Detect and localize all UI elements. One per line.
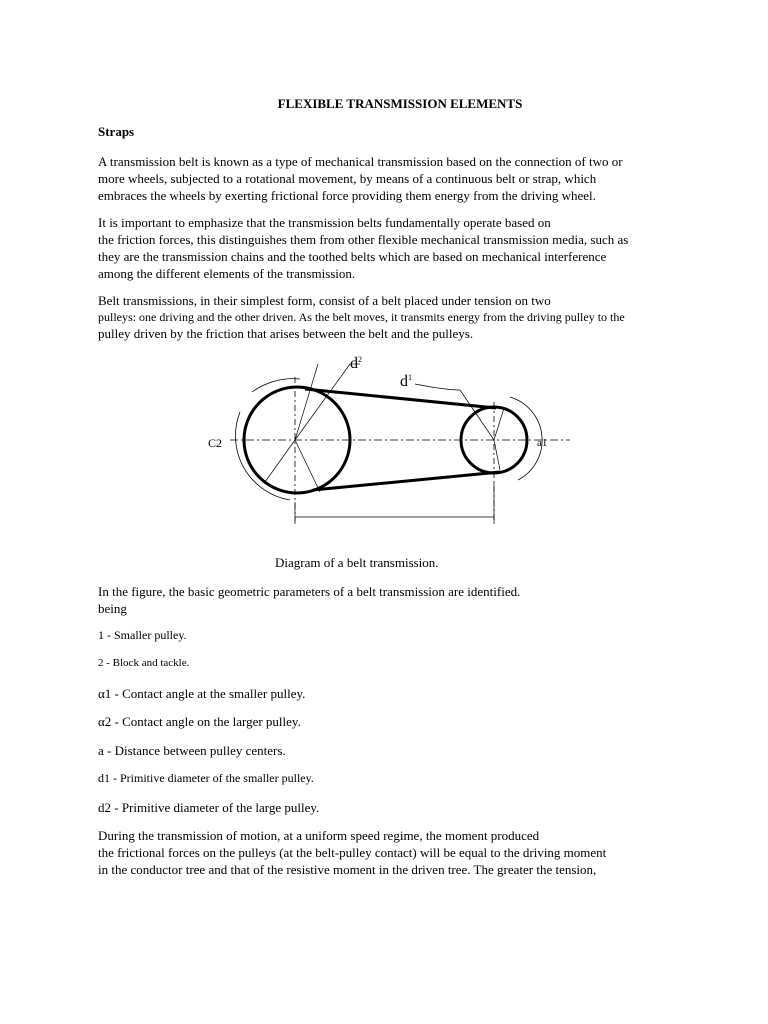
list-item: α2 - Contact angle on the larger pulley.: [98, 714, 301, 729]
label-d2: $d^2$: [350, 355, 362, 372]
paragraph-figure-description: [98, 583, 520, 617]
list-item: 1 - Smaller pulley.: [98, 628, 187, 642]
radial-line: [295, 440, 320, 492]
paragraph-line: among the different elements of the transmission.: [98, 266, 356, 281]
paragraph-friction: [98, 214, 628, 282]
paragraph-simplest-form: [98, 292, 625, 342]
belt-lower: [313, 472, 500, 490]
belt-upper: [305, 389, 496, 408]
radial-line: [494, 440, 500, 470]
list-item: d2 - Primitive diameter of the large pulley.: [98, 800, 320, 815]
paragraph-line: pulleys: one driving and the other driven. As the belt moves, it transmits energy from the driving pulley to the: [98, 310, 625, 324]
belt-transmission-diagram: [200, 352, 580, 532]
radial-line: [460, 390, 494, 440]
label-d1: $d^1$: [400, 373, 412, 390]
diagram-caption: Diagram of a belt transmission.: [275, 555, 439, 570]
paragraph-intro: [98, 153, 623, 204]
contact-angle-arc-large: [235, 412, 290, 500]
radial-line: [265, 440, 295, 482]
paragraph-line: they are the transmission chains and the toothed belts which are based on mechanical interference: [98, 249, 607, 264]
label-c2: C2: [208, 436, 223, 450]
leader-line-d1: [415, 384, 460, 390]
paragraph-line: embraces the wheels by exerting frictional force providing them energy from the driving wheel.: [98, 188, 596, 203]
paragraph-line: Belt transmissions, in their simplest form, consist of a belt placed under tension on two: [98, 293, 551, 308]
paragraph-line: A transmission belt is known as a type of mechanical transmission based on the connection of two or: [98, 154, 623, 169]
paragraph-line: In the figure, the basic geometric parameters of a belt transmission are identified.: [98, 584, 521, 599]
radial-line: [295, 364, 318, 440]
paragraph-line: more wheels, subjected to a rotational movement, by means of a continuous belt or strap, which: [98, 171, 597, 186]
paragraph-line: During the transmission of motion, at a uniform speed regime, the moment produced: [98, 828, 540, 843]
section-heading: Straps: [98, 124, 135, 139]
paragraph-uniform-speed: [98, 827, 606, 878]
paragraph-line: in the conductor tree and that of the resistive moment in the driven tree. The greater the tension,: [98, 862, 597, 877]
paragraph-line: the frictional forces on the pulleys (at the belt-pulley contact) will be equal to the driving moment: [98, 845, 607, 860]
paragraph-line: It is important to emphasize that the transmission belts fundamentally operate based on: [98, 215, 551, 230]
document-title: FLEXIBLE TRANSMISSION ELEMENTS: [277, 96, 523, 111]
list-item: 2 - Block and tackle.: [98, 657, 190, 669]
radial-line: [494, 408, 504, 440]
paragraph-line: pulley driven by the friction that arises between the belt and the pulleys.: [98, 326, 474, 341]
radial-line: [295, 364, 350, 440]
paragraph-line: the friction forces, this distinguishes them from other flexible mechanical transmission media, such as: [98, 232, 629, 247]
paragraph-line: being: [98, 601, 127, 616]
list-item: d1 - Primitive diameter of the smaller pulley.: [98, 771, 314, 785]
label-a1: a1: [537, 437, 548, 449]
list-item: α1 - Contact angle at the smaller pulley.: [98, 686, 306, 701]
list-item: a - Distance between pulley centers.: [98, 743, 286, 758]
